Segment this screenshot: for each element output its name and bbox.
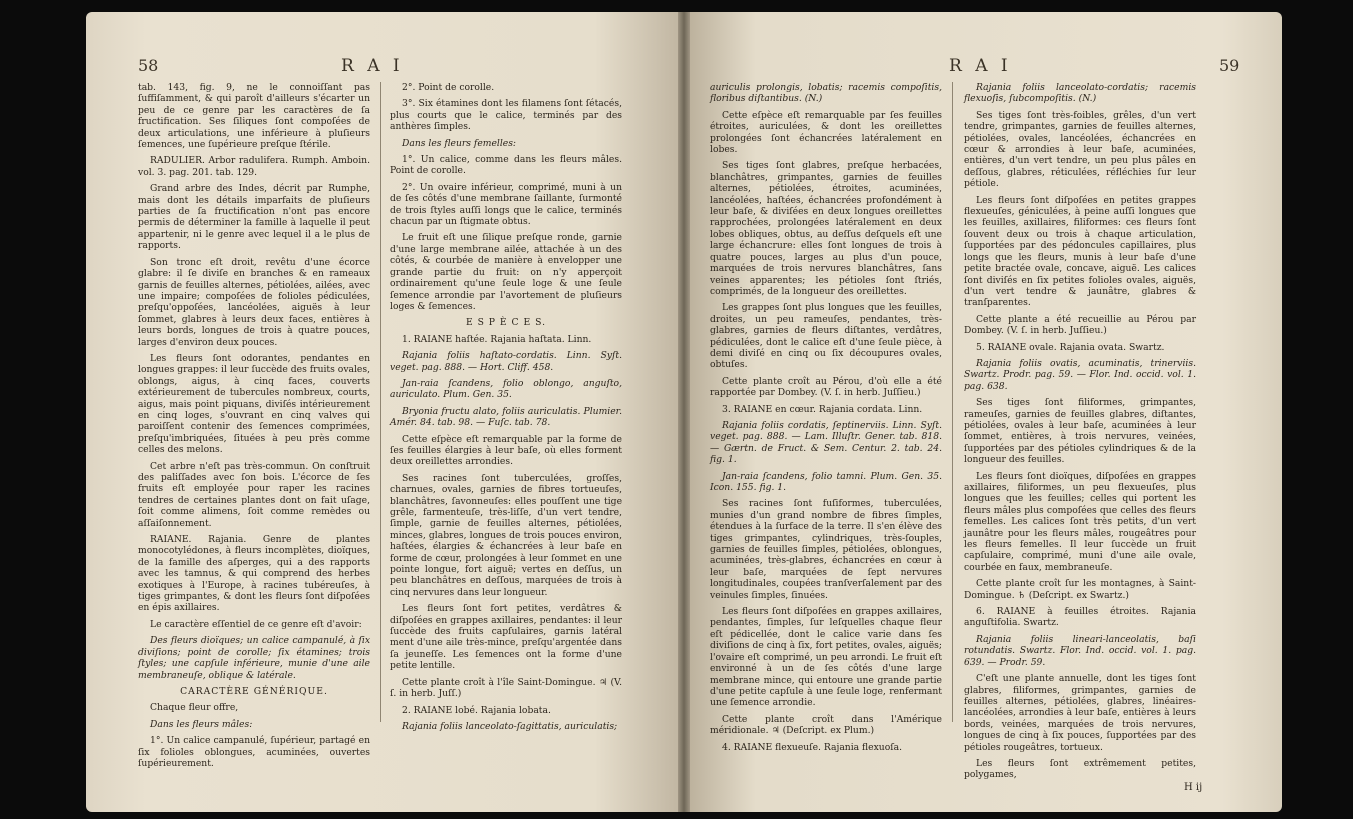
paragraph: auriculis prolongis, lobatis; racemis compoſitis, floribus diſtantibus. (N.) (710, 82, 942, 105)
book-spread (86, 12, 1282, 812)
paragraph: Bryonia fructu alato, foliis auriculatis. Plumier. Amér. 84. tab. 98. — Fuſc. tab. 78. (390, 405, 622, 429)
paragraph: Ses racines ſont fuſiformes, tuberculées, munies d'un grand nombre de fibres ſimples, étendues à la ſurface de la terre. Il s'en élève des tiges grimpantes, cylindriques, très-ſouples, garnies de feuilles ſimples, pétiolées, oblongues, acuminées, très-glabres, échancrées en cœur à leur baſe, marquées de ſept nervures longitudinales, coupées tranſverſalement par des veinules ſimples, ſinuées. (710, 498, 942, 601)
signature-mark: H ij (1184, 782, 1203, 793)
paragraph: RAIANE. Rajania. Genre de plantes monocotylédones, à fleurs incomplètes, dioïques, de la famille des aſperges, qui a des rapports avec les tamnus, & qui comprend des herbes exotiques à l'Europe, à racines tubéreuſes, à tiges grimpantes, & dont les fleurs ſont diſpoſées en épis axillaires. (138, 534, 370, 614)
paragraph: Grand arbre des Indes, décrit par Rumphe, mais dont les détails imparfaits de pluſieurs parties de ſa fructification n'ont pas encore permis de déterminer la famille à laquelle il peut appartenir, ni le genre avec lequel il a le plus de rapports. (138, 183, 370, 252)
column-rule (952, 82, 953, 722)
paragraph: Cette eſpèce eſt remarquable par ſes feuilles étroites, auriculées, & dont les oreillettes prolongées ſont échancrées latéralement en lobes. (710, 109, 942, 156)
right-page (684, 12, 1282, 812)
paragraph: Rajania foliis ovatis, acuminatis, trinerviis. Swartz. Prodr. pag. 59. — Flor. Ind. occid. vol. 1. pag. 638. (964, 357, 1196, 392)
paragraph: Cette plante croît ſur les montagnes, à Saint-Domingue. ♄ (Deſcript. ex Swartz.) (964, 578, 1196, 601)
paragraph: 1°. Un calice, comme dans les fleurs mâles. Point de corolle. (390, 154, 622, 177)
paragraph: Cette eſpèce eſt remarquable par la forme de ſes feuilles élargies à leur baſe, où elles forment deux oreillettes arrondies. (390, 433, 622, 468)
left-column-2 (390, 82, 622, 737)
paragraph: 6. RAIANE à feuilles étroites. Rajania anguſtifolia. Swartz. (964, 606, 1196, 629)
paragraph: Cet arbre n'eſt pas très-commun. On conſtruit des paliſſades avec ſon bois. L'écorce de ſes fruits eſt employée pour raper les racines tendres de certaines plantes dont on fait uſage, ſoit comme alimens, ſoit comme remèdes ou aſſaiſonnement. (138, 460, 370, 529)
paragraph: Les fleurs ſont fort petites, verdâtres & diſpoſées en grappes axillaires, pendantes: il leur ſuccède des fruits capſulaires, garnis latéral ment d'une aile très-mince, preſqu'argentée dans ſa jeuneſſe. Les ſemences ont la forme d'une petite lentille. (390, 603, 622, 672)
section-heading: E S P È C E S. (465, 317, 547, 329)
paragraph: tab. 143, fig. 9, ne le connoiſſant pas ſuffiſamment, & qui paroît d'ailleurs s'écarter un peu de ce genre par les caractères de ſa fructification. Ses ſiliques ſont compoſées de deux articulations, une inférieure à pluſieurs ſemences, une ſupérieure preſque ſtérile. (138, 82, 370, 151)
paragraph: Les fleurs ſont odorantes, pendantes en longues grappes: il leur ſuccède des fruits ovales, oblongs, aigus, à cinq faces, couverts extérieurement de tubercules nombreux, courts, aigus, mais point piquans, diviſés intérieurement en cinq loges, s'ouvrant en cinq valves qui paroiſſent contenir des ſemences comprimées, preſqu'imbriquées, ſituées à peu près comme celles des melons. (138, 352, 370, 456)
right-column-2 (964, 82, 1196, 786)
paragraph: Dans les fleurs mâles: (150, 718, 253, 730)
column-rule (380, 82, 381, 722)
paragraph: Les fleurs ſont diſpoſées en grappes axillaires, pendantes, ſimples, ſur leſquelles chaque fleur eſt pédicellée, dont le calice varie dans ſes diviſions de cinq à ſix, fort petites, ovales, aiguës; l'ovaire eſt comprimé, un peu arrondi. Le fruit eſt environné à un de ſes côtés d'une large membrane mince, qui entoure une grande partie d'une petite capſule à une ſeule loge, renfermant une ſemence arrondie. (710, 606, 942, 709)
paragraph: Rajania foliis lineari-lanceolatis, baſi rotundatis. Swartz. Flor. Ind. occid. vol. 1. pag. 639. — Prodr. 59. (964, 633, 1196, 668)
paragraph: Ses tiges ſont filiformes, grimpantes, rameuſes, garnies de feuilles glabres, diſtantes, pétiolées, ovales à leur baſe, acuminées à leur ſommet, entières, à trois nervures, veinées, ſupportées par des pétioles cylindriques & de la longueur des feuilles. (964, 397, 1196, 466)
left-page-header: R A I (341, 56, 404, 76)
book-gutter (678, 12, 690, 812)
paragraph: Les fleurs ſont dioïques, diſpoſées en grappes axillaires, filiformes, un peu flexueuſes, plus longues que les feuilles; celles qui portent les fleurs mâles plus compoſées que celles des fleurs femelles. Les calices ſont très petits, d'un vert jaunâtre pour les fleurs mâles, rougeâtres pour les fleurs femelles. Il leur ſuccède un fruit capſulaire, comprimé, muni d'une aile ovale, courbée en faux, membraneuſe. (964, 470, 1196, 573)
paragraph: Rajania foliis cordatis, ſeptinerviis. Linn. Syſt. veget. pag. 888. — Lam. Illuſtr. Gener. tab. 818. — Gærtn. de Fruct. & Sem. Centur. 2. tab. 24. fig. 1. (710, 419, 942, 466)
paragraph: Les fleurs ſont diſpoſées en petites grappes flexueuſes, géniculées, à peine auſſi longues que les feuilles, axillaires, filiformes: ces fleurs ſont ſouvent deux ou trois à chaque articulation, ſupportées par des pédoncules capillaires, plus longs que les fleurs, munis à leur baſe d'une petite bractée ovale, concave, aiguë. Les calices ſont diviſés en ſix petites folioles ovales, aiguës, d'un vert tendre & jaunâtre, glabres & tranſparentes. (964, 194, 1196, 309)
paragraph: 2. RAIANE lobé. Rajania lobata. (402, 704, 551, 716)
paragraph: 1. RAIANE haſtée. Rajania haſtata. Linn. (402, 333, 592, 345)
right-page-number: 59 (1219, 56, 1240, 75)
paragraph: Rajania foliis lanceolato-cordatis; racemis flexuoſis, ſubcompoſitis. (N.) (964, 82, 1196, 105)
paragraph: 3. RAIANE en cœur. Rajania cordata. Linn. (722, 403, 923, 415)
paragraph: C'eſt une plante annuelle, dont les tiges ſont glabres, filiformes, grimpantes, garnies de feuilles alternes, pétiolées, glabres, linéaires-lancéolées, arrondies à leur baſe, entières à leurs bords, veinées, marquées de trois nervures, longues de cinq à ſix pouces, ſupportées par des pétioles rougeâtres, tortueux. (964, 673, 1196, 753)
right-page-header: R A I (949, 56, 1012, 76)
paragraph: Cette plante croît au Pérou, d'où elle a été rapportée par Dombey. (V. ſ. in herb. Juſſieu.) (710, 375, 942, 399)
paragraph: Les grappes ſont plus longues que les feuilles, droites, un peu rameuſes, pendantes, très-glabres, garnies de fleurs diſtantes, verdâtres, pédiculées, dont le calice eſt d'une ſeule pièce, à demi diviſé en cinq ou ſix découpures ovales, obtuſes. (710, 302, 942, 371)
paragraph: Des fleurs dioïques; un calice campanulé, à ſix diviſions; point de corolle; ſix étamines; trois ſtyles; une capſule inférieure, munie d'une aile membraneuſe, oblique & latérale. (138, 635, 370, 681)
paragraph: Cette plante croît à l'île Saint-Domingue. ♃ (V. ſ. in herb. Juſſ.) (390, 676, 622, 700)
paragraph: RADULIER. Arbor radulifera. Rumph. Amboin. vol. 3. pag. 201. tab. 129. (138, 155, 370, 178)
paragraph: Son tronc eſt droit, revêtu d'une écorce glabre: il ſe diviſe en branches & en rameaux garnis de feuilles alternes, pétiolées, ailées, avec une impaire; compoſées de folioles pédiculées, preſqu'oppoſées, lancéolées, aiguës à leur ſommet, glabres à leurs deux faces, entières à leurs bords, longues de trois à quatre pouces, larges d'environ deux pouces. (138, 256, 370, 348)
paragraph: Jan-raia ſcandens, folio oblongo, anguſto, auriculato. Plum. Gen. 35. (390, 377, 622, 401)
paragraph: Cette plante croît dans l'Amérique méridionale. ♃ (Deſcript. ex Plum.) (710, 713, 942, 737)
section-heading: CARACTÈRE GÉNÉRIQUE. (180, 685, 328, 697)
paragraph: 5. RAIANE ovale. Rajania ovata. Swartz. (976, 341, 1165, 353)
paragraph: Dans les fleurs femelles: (402, 137, 517, 149)
paragraph: 2°. Un ovaire inférieur, comprimé, muni à un de ſes côtés d'une membrane ſaillante, ſurmonté de trois ſtyles auſſi longs que le calice, terminés chacun par un ſtigmate obtus. (390, 181, 622, 228)
paragraph: Ses tiges ſont glabres, preſque herbacées, blanchâtres, grimpantes, garnies de feuilles alternes, pétiolées, étroites, acuminées, lancéolées, haſtées, échancrées profondément à leur baſe, & diviſées en deux longues oreillettes rapprochées, prolongées latéralement en deux lobes obliques, obtus, au deſſus deſquels eſt une large échancrure: elles ſont longues de trois à quatre pouces, larges au plus d'un pouce, marquées de trois nervures blanchâtres, ſans veines apparentes; les pétioles ſont ſtriés, comprimés, de la longueur des oreillettes. (710, 160, 942, 297)
left-column-1 (138, 82, 370, 774)
paragraph: Cette plante a été recueillie au Pérou par Dombey. (V. ſ. in herb. Juſſieu.) (964, 313, 1196, 337)
left-page (86, 12, 684, 812)
paragraph: Ses racines ſont tuberculées, groſſes, charnues, ovales, garnies de fibres tortueuſes, blanchâtres, ſavonneuſes: elles pouſſent une tige grêle, farmenteuſe, très-liſſe, d'un vert tendre, ſimple, garnie de feuilles alternes, pétiolées, minces, glabres, longues de trois pouces environ, haſtées, élargies & échancrées à leur baſe en forme de cœur, prolongées à leur ſommet en une pointe longue, fort aiguë; vertes en deſſus, un peu blanchâtres en deſſous, marquées de trois à cinq nervures dans leur longueur. (390, 472, 622, 598)
paragraph: 1°. Un calice campanulé, ſupérieur, partagé en ſix folioles oblongues, acuminées, ouvertes ſupérieurement. (138, 735, 370, 769)
paragraph: Rajania foliis haſtato-cordatis. Linn. Syſt. veget. pag. 888. — Hort. Cliff. 458. (390, 350, 622, 373)
paragraph: Jan-raia ſcandens, folio tamni. Plum. Gen. 35. Icon. 155. fig. 1. (710, 470, 942, 493)
paragraph: Rajania foliis lanceolato-ſagittatis, auriculatis; (402, 720, 618, 732)
paragraph: Les fleurs ſont extrêmement petites, polygames, (964, 757, 1196, 781)
paragraph: Chaque fleur offre, (150, 702, 239, 714)
paragraph: 4. RAIANE flexueuſe. Rajania flexuoſa. (722, 741, 903, 753)
paragraph: 3°. Six étamines dont les filamens ſont ſétacés, plus courts que le calice, terminés par des anthères ſimples. (390, 98, 622, 133)
right-column-1 (710, 82, 942, 758)
paragraph: Ses tiges ſont très-foibles, grêles, d'un vert tendre, grimpantes, garnies de feuilles alternes, pétiolées, ovales, lancéolées, échancrées en cœur & arrondies à leur baſe, acuminées, entières, d'un vert tendre, un peu plus pâles en deſſous, glabres, réticulées, réfléchies ſur leur pétiole. (964, 109, 1196, 190)
left-page-number: 58 (138, 56, 159, 75)
paragraph: Le caractère eſſentiel de ce genre eſt d'avoir: (150, 618, 362, 630)
paragraph: Le fruit eſt une ſilique preſque ronde, garnie d'une large membrane ailée, attachée à un des côtés, & courbée de manière à envelopper une grande partie du fruit: on n'y apperçoit ordinairement qu'une ſeule loge & une ſeule ſemence arrondie par l'avortement de pluſieurs loges & ſemences. (390, 232, 622, 312)
paragraph: 2°. Point de corolle. (402, 82, 495, 93)
